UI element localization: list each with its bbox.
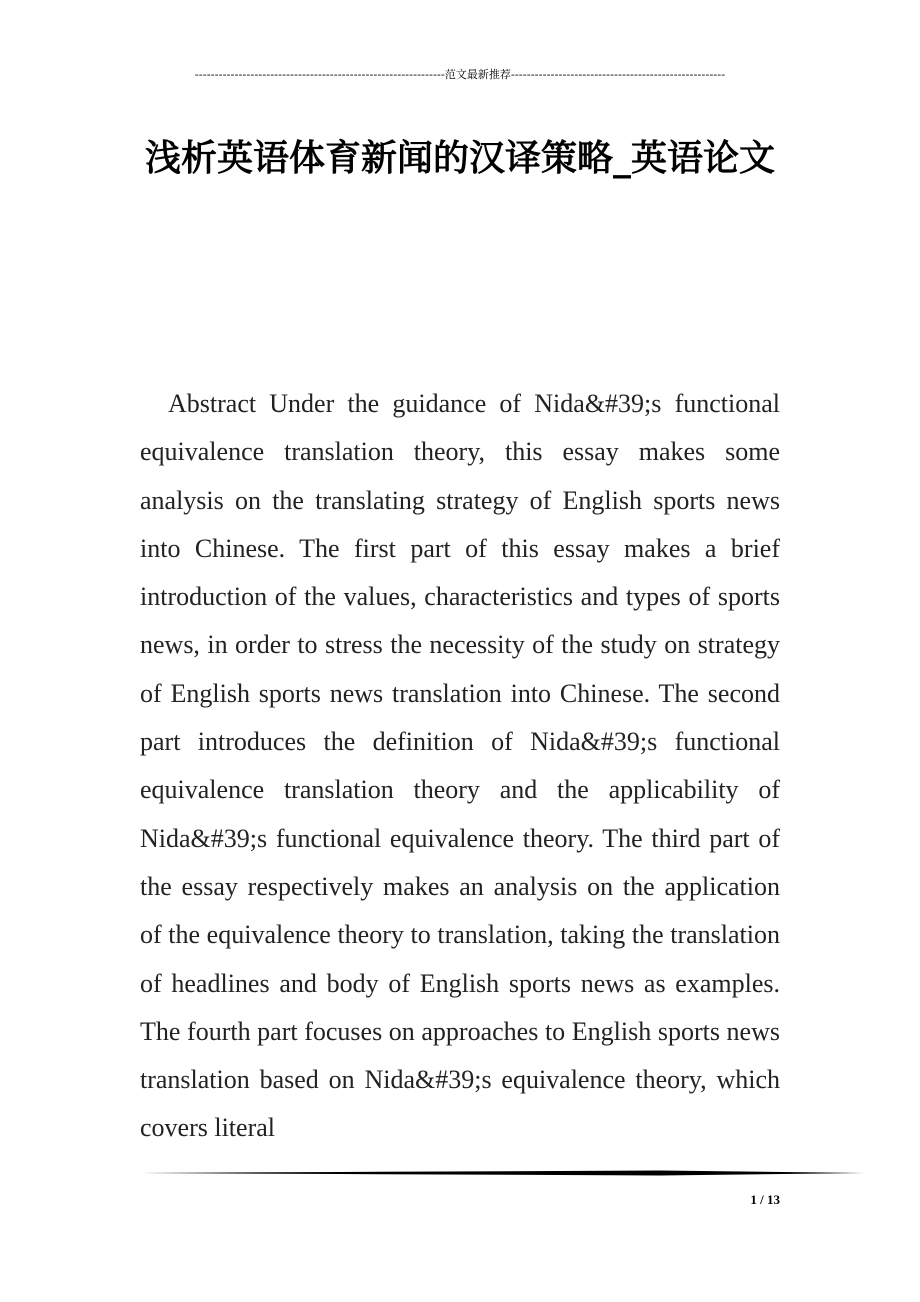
document-title: 浅析英语体育新闻的汉译策略_英语论文: [144, 137, 775, 179]
footer-divider: [140, 1170, 864, 1176]
page-number: 1 / 13: [750, 1192, 780, 1207]
abstract-paragraph: Abstract Under the guidance of Nida&#39;s functional equivalence translation theory, this essay makes some analysis on the translating strategy of English sports news into Chinese. The first part of this essay makes a brief introduction of the values, characteristics and types of sports news, in order to stress the necessity of the study on strategy of English sports news translation into Chinese. The second part introduces the definition of Nida&#39;s functional equivalence translation theory and the applicability of Nida&#39;s functional equivalence theory. The third part of the essay respectively makes an analysis on the application of the equivalence theory to translation, taking the translation of headlines and body of English sports news as examples. The fourth part focuses on approaches to English sports news translation based on Nida&#39;s equivalence theory, which covers literal: [140, 389, 780, 1143]
page-header: ---------------------------------------------------------------范文最新推荐------------------------------------------------------: [194, 68, 726, 81]
